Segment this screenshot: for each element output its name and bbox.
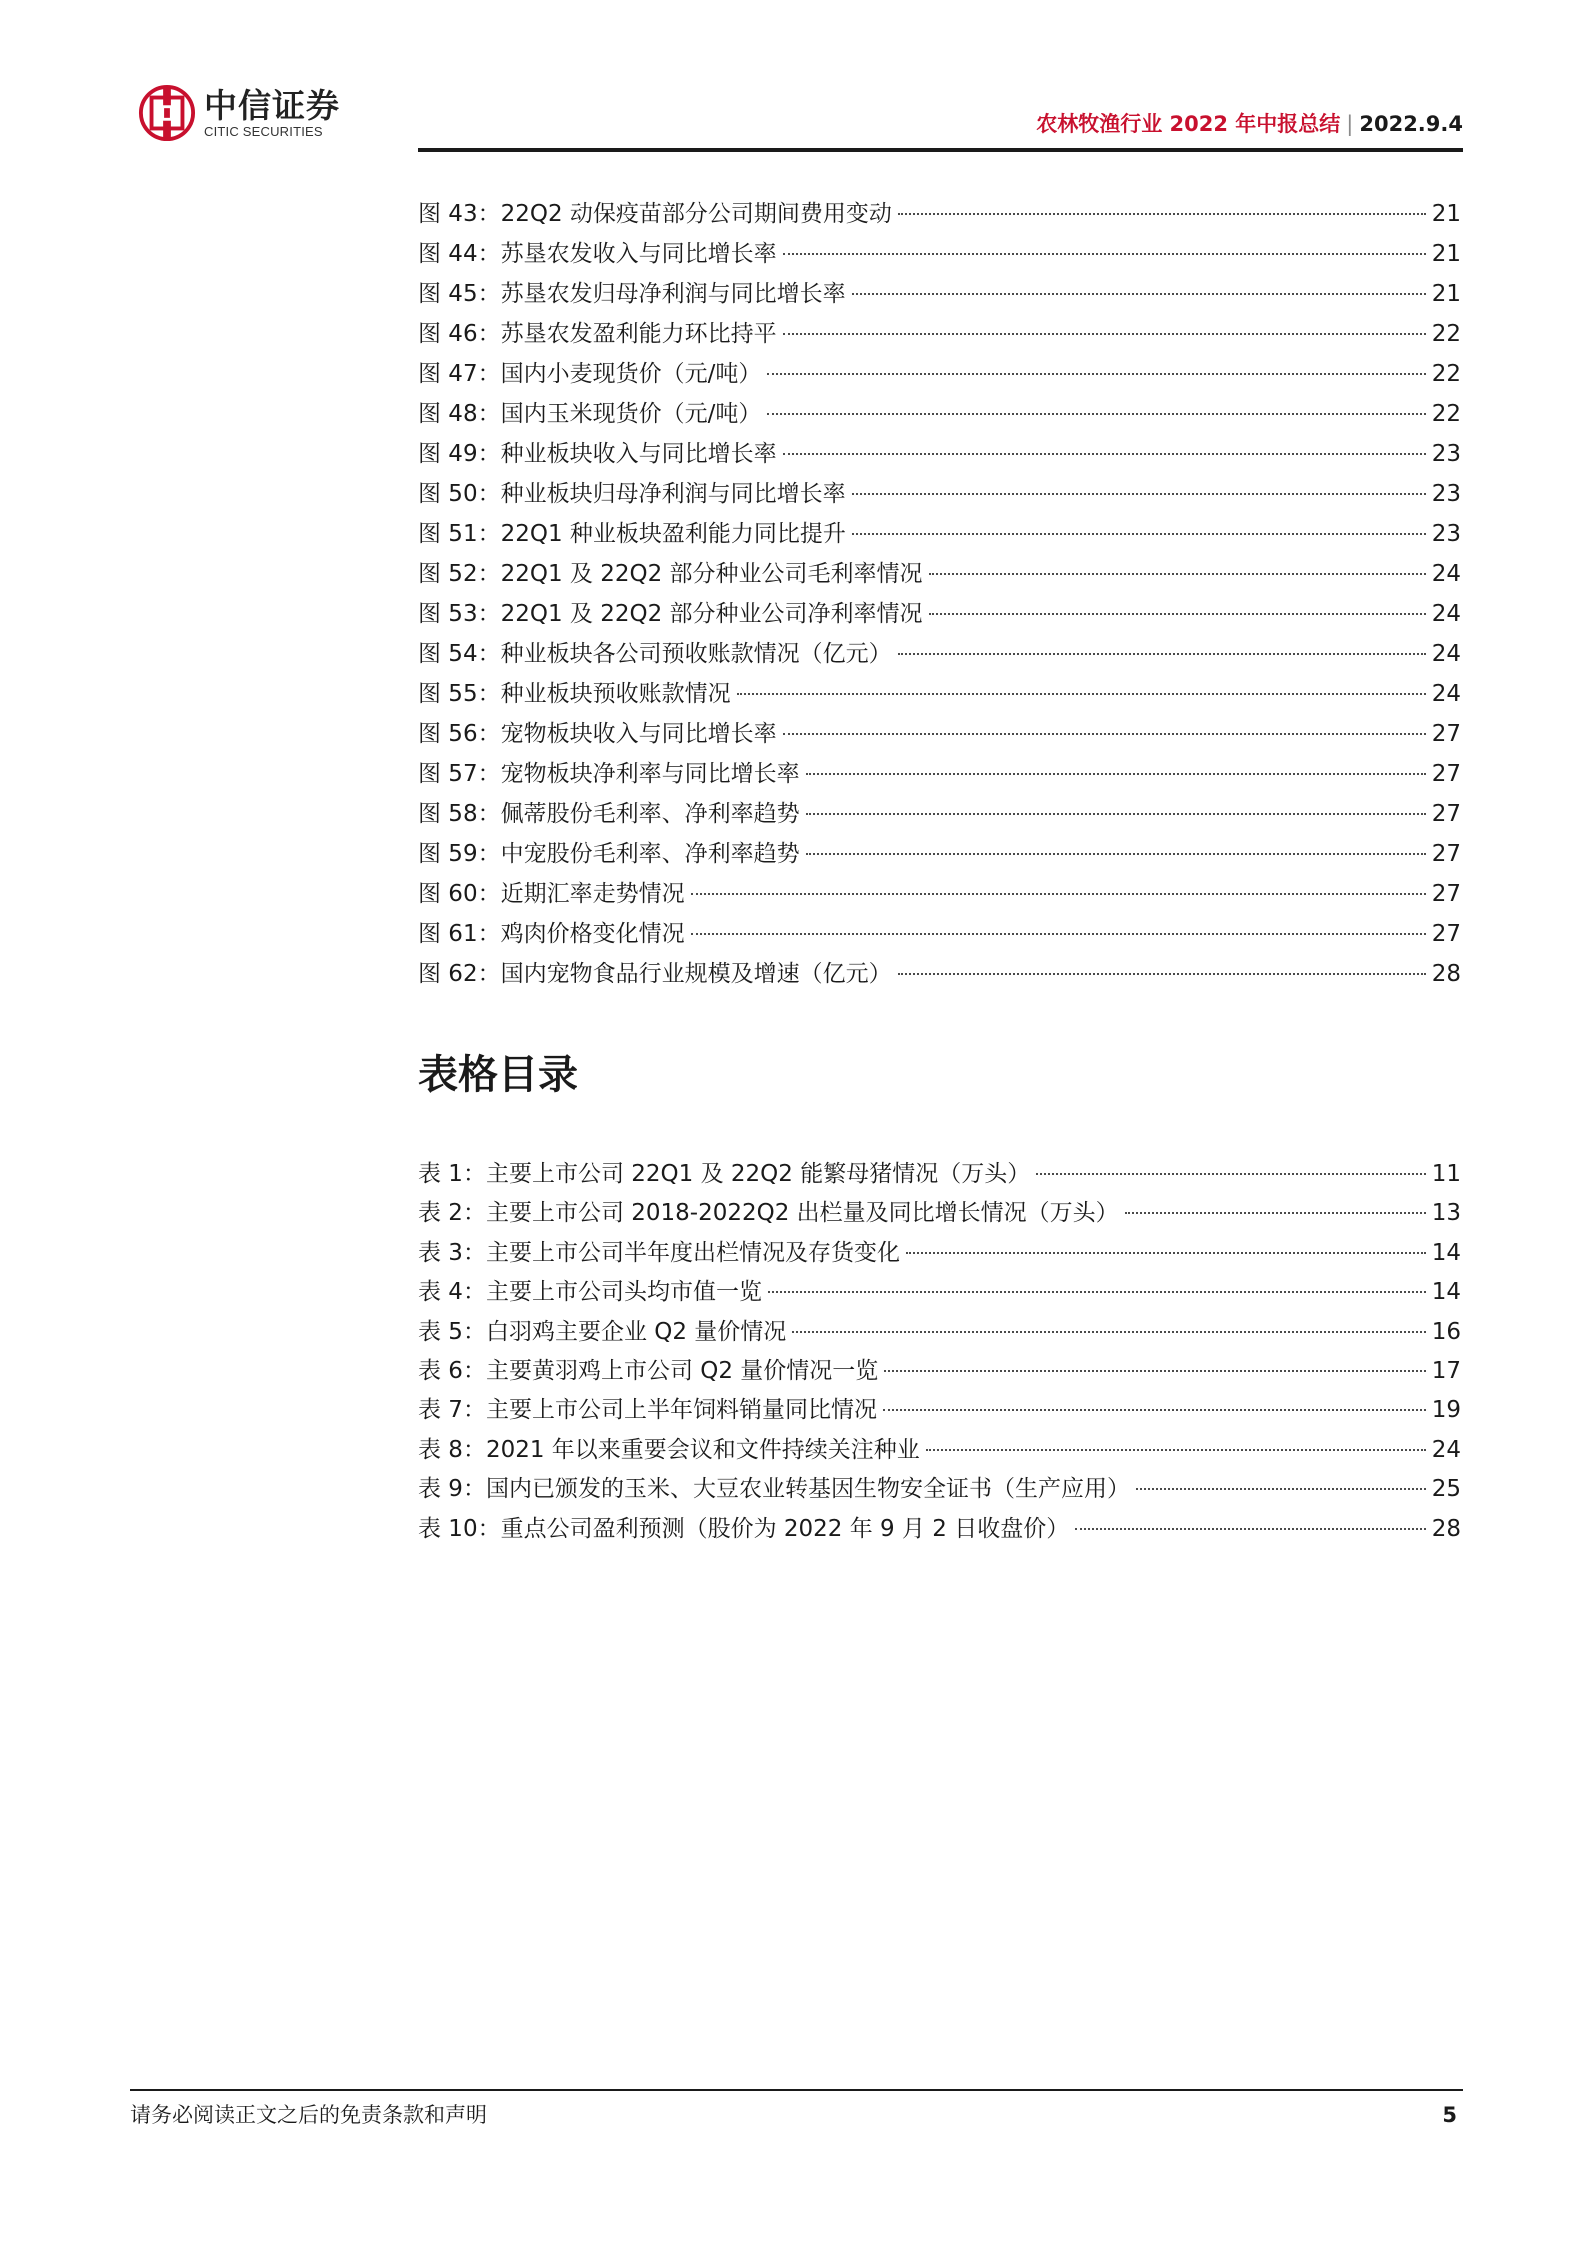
toc-entry-label: 图 56：宠物板块收入与同比增长率 [418, 721, 777, 747]
toc-entry-label: 图 46：苏垦农发盈利能力环比持平 [418, 321, 777, 347]
toc-entry[interactable] [418, 1273, 1461, 1312]
toc-leader-dots [767, 413, 1425, 415]
toc-leader-dots [898, 213, 1426, 215]
toc-leader-dots [898, 653, 1426, 655]
toc-entry[interactable] [418, 834, 1461, 874]
toc-leader-dots [737, 693, 1426, 695]
toc-entry-page: 27 [1431, 801, 1461, 827]
toc-entry-page: 23 [1431, 521, 1461, 547]
toc-entry-page: 27 [1431, 881, 1461, 907]
logo-english-name: CITIC SECURITIES [204, 123, 323, 139]
toc-entry[interactable] [418, 274, 1461, 314]
toc-leader-dots [1125, 1212, 1426, 1214]
toc-entry-label: 图 49：种业板块收入与同比增长率 [418, 441, 777, 467]
toc-leader-dots [852, 493, 1426, 495]
toc-entry-label: 表 4：主要上市公司头均市值一览 [418, 1279, 762, 1306]
toc-entry-label: 图 55：种业板块预收账款情况 [418, 681, 731, 707]
toc-entry-page: 14 [1431, 1279, 1461, 1306]
toc-entry-page: 19 [1431, 1397, 1461, 1424]
toc-entry[interactable] [418, 1470, 1461, 1509]
toc-entry-page: 27 [1431, 841, 1461, 867]
toc-entry[interactable] [418, 194, 1461, 234]
toc-entry[interactable] [418, 234, 1461, 274]
tables-toc [418, 1155, 1461, 1549]
toc-entry[interactable] [418, 554, 1461, 594]
toc-entry-label: 表 7：主要上市公司上半年饲料销量同比情况 [418, 1397, 877, 1424]
toc-entry[interactable] [418, 674, 1461, 714]
toc-leader-dots [806, 853, 1426, 855]
toc-entry-label: 表 10：重点公司盈利预测（股价为 2022 年 9 月 2 日收盘价） [418, 1515, 1070, 1542]
report-title: 农林牧渔行业 2022 年中报总结 [1036, 112, 1341, 136]
toc-entry-page: 27 [1431, 721, 1461, 747]
toc-entry[interactable] [418, 794, 1461, 834]
report-header [1036, 110, 1463, 138]
toc-entry[interactable] [418, 1234, 1461, 1273]
toc-entry[interactable] [418, 1313, 1461, 1352]
toc-leader-dots [929, 613, 1426, 615]
toc-entry[interactable] [418, 1391, 1461, 1430]
citic-logo-icon [138, 84, 196, 142]
toc-entry[interactable] [418, 1510, 1461, 1549]
toc-entry-page: 14 [1431, 1239, 1461, 1266]
toc-leader-dots [792, 1331, 1425, 1333]
toc-leader-dots [852, 293, 1426, 295]
toc-entry[interactable] [418, 1431, 1461, 1470]
toc-entry[interactable] [418, 354, 1461, 394]
toc-entry-label: 图 52：22Q1 及 22Q2 部分种业公司毛利率情况 [418, 561, 923, 587]
toc-leader-dots [926, 1449, 1426, 1451]
toc-leader-dots [768, 1291, 1426, 1293]
toc-entry[interactable] [418, 954, 1461, 994]
tables-section-title: 表格目录 [418, 1052, 578, 1098]
footer-disclaimer: 请务必阅读正文之后的免责条款和声明 [130, 2103, 487, 2127]
toc-entry-page: 24 [1431, 641, 1461, 667]
toc-entry-page: 16 [1431, 1318, 1461, 1345]
toc-entry-page: 21 [1431, 241, 1461, 267]
toc-entry-page: 22 [1431, 321, 1461, 347]
toc-leader-dots [898, 973, 1426, 975]
toc-entry-page: 17 [1431, 1357, 1461, 1384]
toc-entry-label: 图 59：中宠股份毛利率、净利率趋势 [418, 841, 800, 867]
toc-entry-page: 24 [1431, 601, 1461, 627]
company-logo [138, 82, 340, 144]
toc-leader-dots [1136, 1488, 1426, 1490]
toc-entry[interactable] [418, 1194, 1461, 1233]
toc-entry[interactable] [418, 474, 1461, 514]
toc-leader-dots [806, 773, 1426, 775]
toc-entry[interactable] [418, 514, 1461, 554]
toc-leader-dots [783, 733, 1426, 735]
toc-entry-page: 25 [1431, 1476, 1461, 1503]
toc-entry-label: 图 57：宠物板块净利率与同比增长率 [418, 761, 800, 787]
toc-leader-dots [783, 253, 1426, 255]
toc-entry-label: 图 48：国内玉米现货价（元/吨） [418, 401, 762, 427]
toc-entry-page: 27 [1431, 921, 1461, 947]
toc-entry-label: 图 44：苏垦农发收入与同比增长率 [418, 241, 777, 267]
toc-entry-label: 图 58：佩蒂股份毛利率、净利率趋势 [418, 801, 800, 827]
toc-entry-page: 13 [1431, 1200, 1461, 1227]
toc-entry[interactable] [418, 634, 1461, 674]
toc-entry[interactable] [418, 714, 1461, 754]
toc-entry[interactable] [418, 594, 1461, 634]
toc-entry-label: 图 60：近期汇率走势情况 [418, 881, 685, 907]
toc-entry-label: 表 8：2021 年以来重要会议和文件持续关注种业 [418, 1436, 920, 1463]
toc-entry[interactable] [418, 434, 1461, 474]
toc-entry-label: 图 61：鸡肉价格变化情况 [418, 921, 685, 947]
toc-leader-dots [691, 893, 1426, 895]
toc-entry-page: 21 [1431, 281, 1461, 307]
toc-entry-label: 图 47：国内小麦现货价（元/吨） [418, 361, 762, 387]
toc-leader-dots [883, 1409, 1426, 1411]
toc-entry-page: 27 [1431, 761, 1461, 787]
toc-entry-page: 24 [1431, 561, 1461, 587]
toc-entry-label: 表 5：白羽鸡主要企业 Q2 量价情况 [418, 1318, 787, 1345]
toc-entry-page: 24 [1431, 1436, 1461, 1463]
toc-entry[interactable] [418, 1155, 1461, 1194]
toc-leader-dots [929, 573, 1426, 575]
toc-entry[interactable] [418, 874, 1461, 914]
toc-leader-dots [783, 333, 1426, 335]
toc-entry-page: 22 [1431, 361, 1461, 387]
footer-divider [130, 2089, 1463, 2091]
toc-leader-dots [806, 813, 1426, 815]
toc-entry-page: 21 [1431, 201, 1461, 227]
toc-leader-dots [1036, 1173, 1426, 1175]
page-number: 5 [1442, 2103, 1457, 2127]
toc-leader-dots [783, 453, 1426, 455]
toc-entry-label: 表 6：主要黄羽鸡上市公司 Q2 量价情况一览 [418, 1357, 879, 1384]
toc-entry[interactable] [418, 1352, 1461, 1391]
toc-entry-label: 图 53：22Q1 及 22Q2 部分种业公司净利率情况 [418, 601, 923, 627]
toc-entry-page: 23 [1431, 441, 1461, 467]
toc-entry-page: 23 [1431, 481, 1461, 507]
toc-entry-label: 图 43：22Q2 动保疫苗部分公司期间费用变动 [418, 201, 892, 227]
toc-leader-dots [767, 373, 1425, 375]
toc-entry[interactable] [418, 754, 1461, 794]
toc-leader-dots [852, 533, 1426, 535]
toc-entry-label: 表 2：主要上市公司 2018-2022Q2 出栏量及同比增长情况（万头） [418, 1200, 1119, 1227]
toc-entry[interactable] [418, 914, 1461, 954]
toc-entry-page: 28 [1431, 961, 1461, 987]
toc-entry-page: 22 [1431, 401, 1461, 427]
toc-entry-page: 11 [1431, 1161, 1461, 1187]
toc-leader-dots [906, 1252, 1426, 1254]
toc-entry-label: 图 54：种业板块各公司预收账款情况（亿元） [418, 641, 892, 667]
toc-entry-label: 图 62：国内宠物食品行业规模及增速（亿元） [418, 961, 892, 987]
figures-toc [418, 194, 1461, 994]
header-separator: | [1346, 112, 1354, 136]
toc-entry-label: 表 1：主要上市公司 22Q1 及 22Q2 能繁母猪情况（万头） [418, 1161, 1031, 1187]
toc-entry-page: 24 [1431, 681, 1461, 707]
toc-entry-label: 表 3：主要上市公司半年度出栏情况及存货变化 [418, 1239, 900, 1266]
report-date: 2022.9.4 [1359, 112, 1463, 136]
toc-leader-dots [691, 933, 1426, 935]
toc-entry-label: 图 51：22Q1 种业板块盈利能力同比提升 [418, 521, 846, 547]
header-divider [418, 148, 1463, 152]
toc-entry-page: 28 [1431, 1515, 1461, 1542]
toc-leader-dots [1075, 1528, 1425, 1530]
toc-entry[interactable] [418, 394, 1461, 434]
toc-entry-label: 图 50：种业板块归母净利润与同比增长率 [418, 481, 846, 507]
toc-leader-dots [884, 1370, 1425, 1372]
toc-entry-label: 表 9：国内已颁发的玉米、大豆农业转基因生物安全证书（生产应用） [418, 1476, 1130, 1503]
logo-chinese-name: 中信证券 [204, 85, 340, 125]
toc-entry[interactable] [418, 314, 1461, 354]
toc-entry-label: 图 45：苏垦农发归母净利润与同比增长率 [418, 281, 846, 307]
